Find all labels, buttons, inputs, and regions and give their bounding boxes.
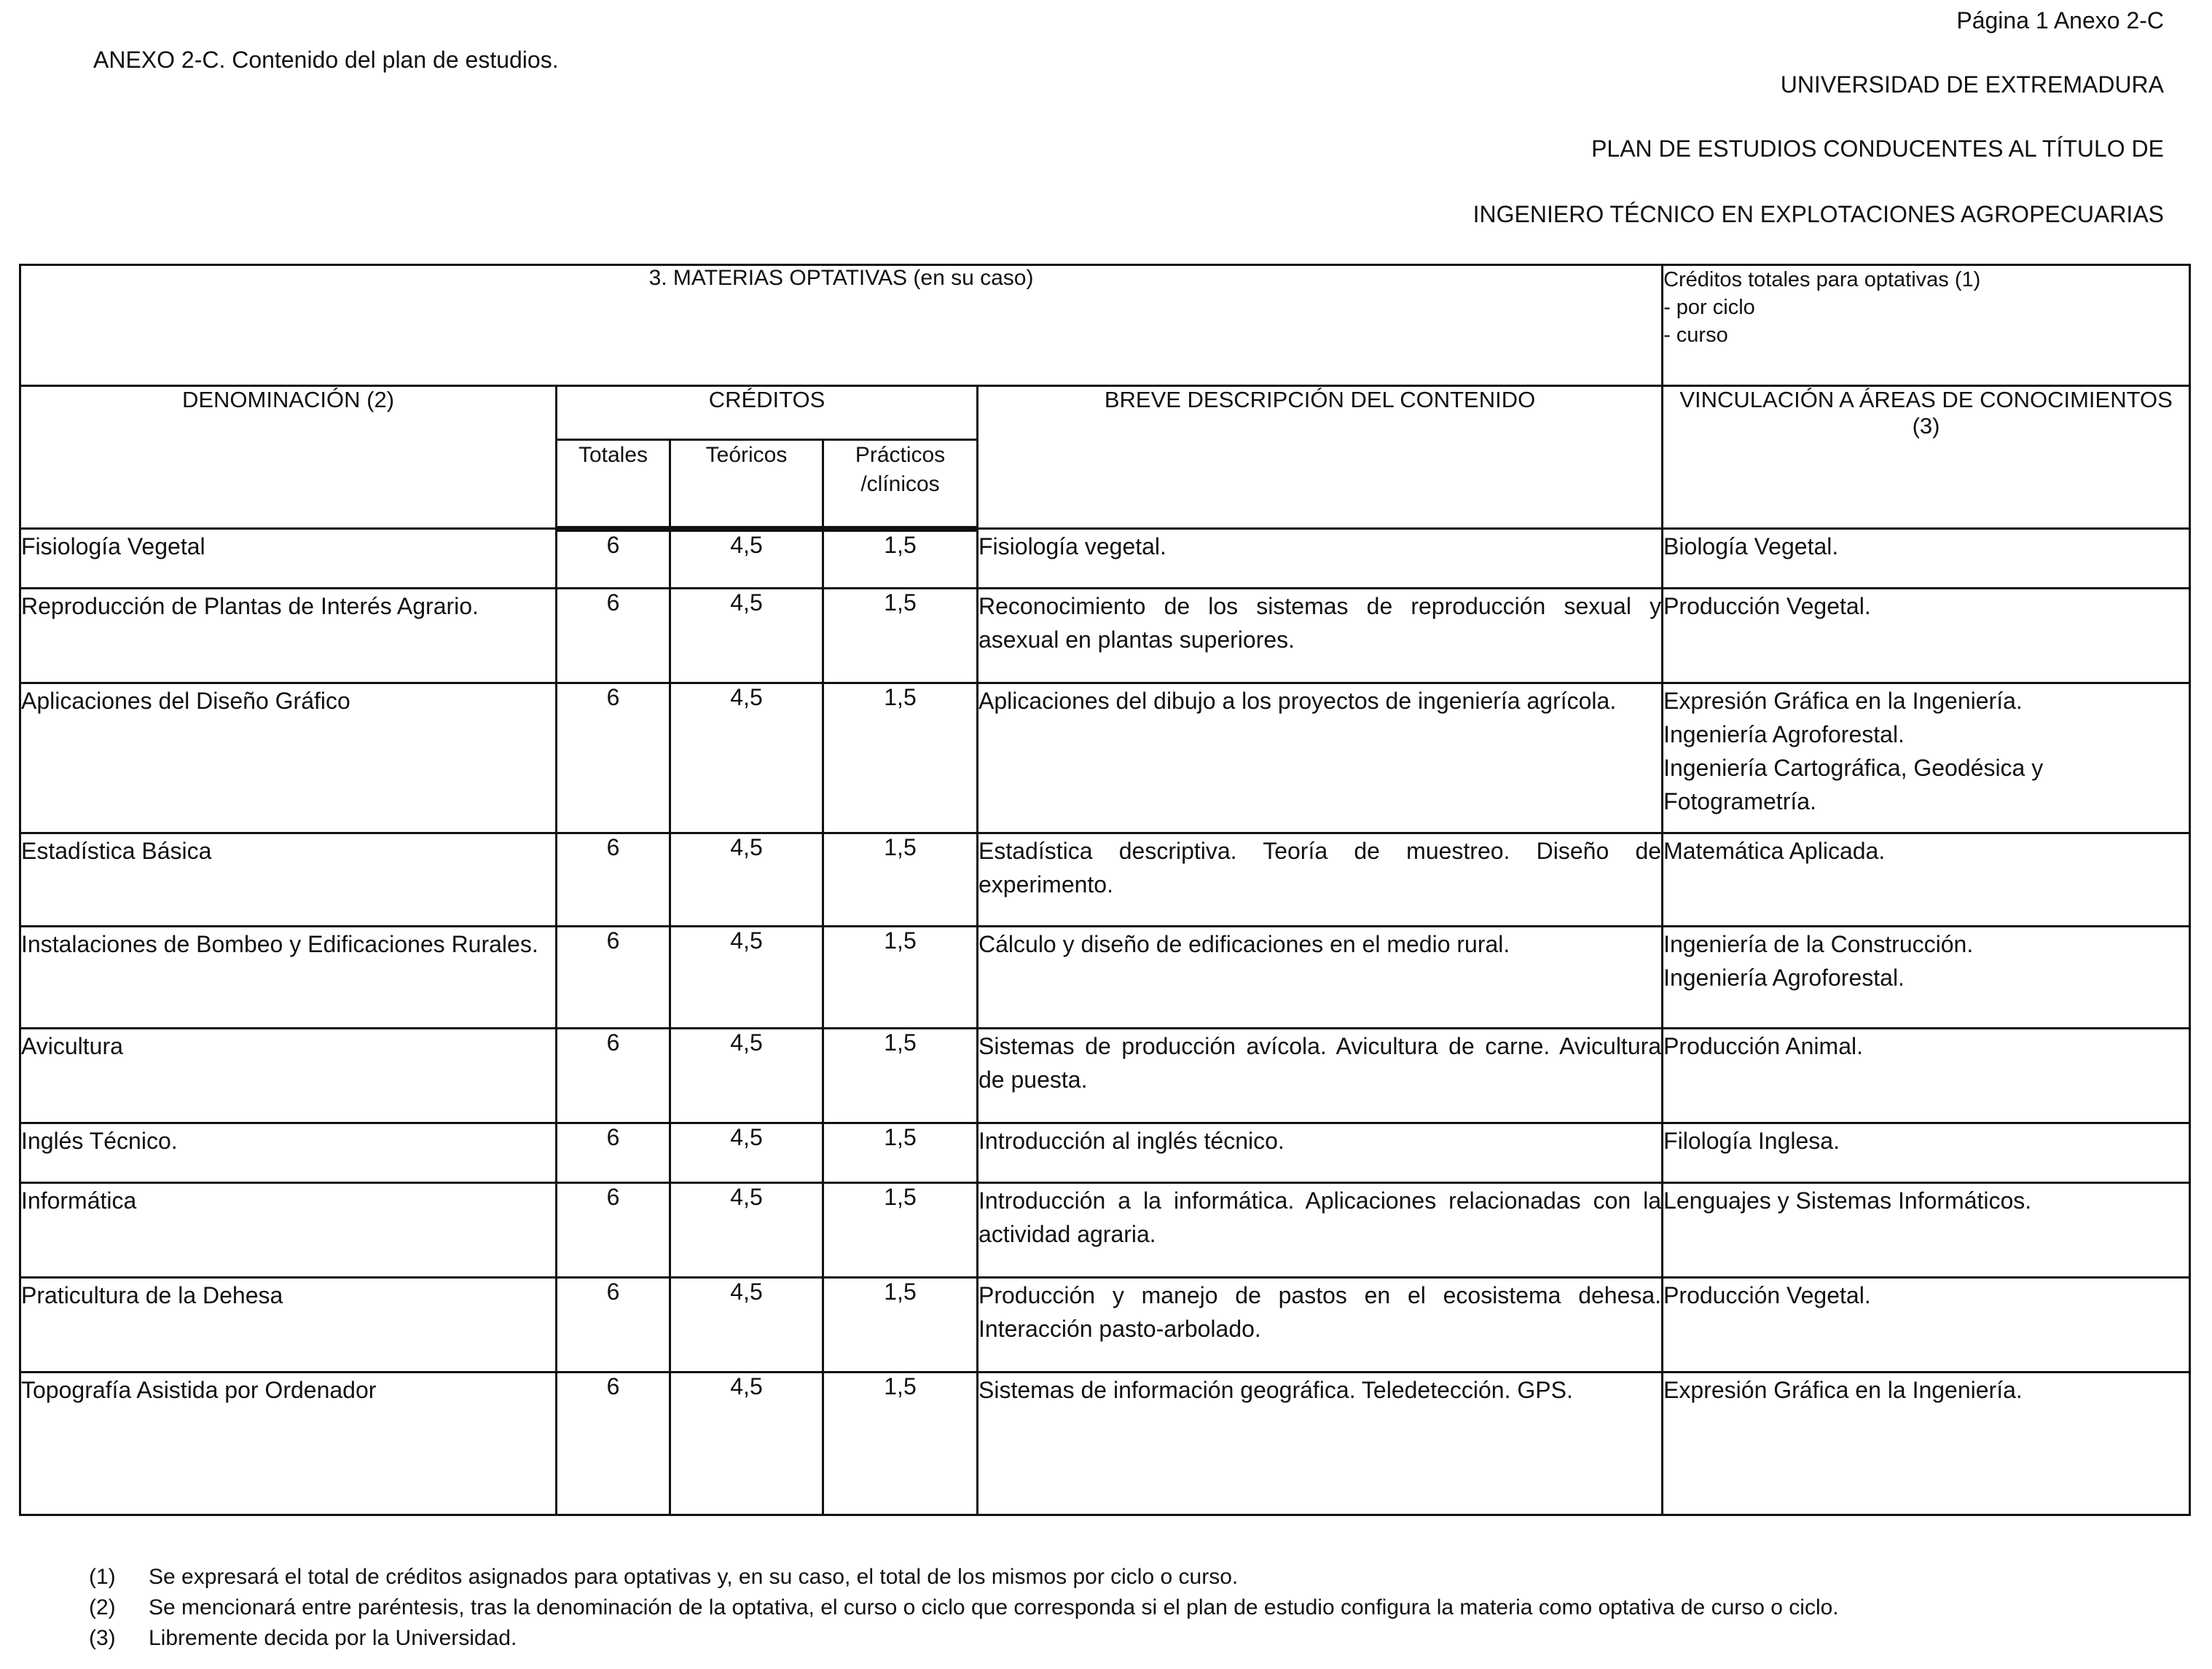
- knowledge-area: Ingeniería Agroforestal.: [1663, 965, 1905, 991]
- knowledge-areas: [1663, 927, 2190, 1029]
- subject-name: Avicultura: [20, 1029, 557, 1123]
- table-row: [20, 927, 2190, 1029]
- knowledge-areas: [1663, 1372, 2190, 1515]
- knowledge-areas: [1663, 1123, 2190, 1183]
- col-header-practicos: [823, 440, 978, 529]
- subject-description: Cálculo y diseño de edificaciones en el medio rural.: [978, 927, 1663, 1029]
- credits-total: 6: [557, 833, 670, 927]
- subject-name: Inglés Técnico.: [20, 1123, 557, 1183]
- knowledge-areas: [1663, 1183, 2190, 1278]
- knowledge-area: Lenguajes y Sistemas Informáticos.: [1663, 1187, 2032, 1214]
- subject-description: Aplicaciones del dibujo a los proyectos de ingeniería agrícola.: [978, 683, 1663, 833]
- credits-total: 6: [557, 683, 670, 833]
- credits-practice: 1,5: [823, 1278, 978, 1372]
- total-credits-line: - por ciclo: [1663, 296, 1755, 319]
- knowledge-areas: [1663, 529, 2190, 589]
- section-header-row: [20, 265, 2190, 386]
- col-header-denominacion: DENOMINACIÓN (2): [20, 386, 557, 529]
- subject-name: Informática: [20, 1183, 557, 1278]
- subject-description: Producción y manejo de pastos en el ecosistema dehesa. Interacción pasto-arbolado.: [978, 1278, 1663, 1372]
- credits-practice: 1,5: [823, 1372, 978, 1515]
- column-header-row: [20, 386, 2190, 440]
- subject-description: Estadística descriptiva. Teoría de muestreo. Diseño de experimento.: [978, 833, 1663, 927]
- subject-description: Sistemas de producción avícola. Avicultura de carne. Avicultura de puesta.: [978, 1029, 1663, 1123]
- col-header-teoricos: Teóricos: [670, 440, 823, 529]
- knowledge-area: Ingeniería Cartográfica, Geodésica y Fotogrametría.: [1663, 755, 2044, 814]
- credits-theory: 4,5: [670, 683, 823, 833]
- footnote-text: Se expresará el total de créditos asignados para optativas y, en su caso, el total de los mismos por ciclo o curso.: [149, 1565, 1239, 1589]
- university-name: UNIVERSIDAD DE EXTREMADURA: [1780, 71, 2164, 98]
- credits-total: 6: [557, 927, 670, 1029]
- credits-theory: 4,5: [670, 927, 823, 1029]
- credits-practice: 1,5: [823, 529, 978, 589]
- subject-name: Topografía Asistida por Ordenador: [20, 1372, 557, 1515]
- footnote: [89, 1593, 1839, 1623]
- subject-name: Aplicaciones del Diseño Gráfico: [20, 683, 557, 833]
- table-row: [20, 589, 2190, 683]
- col-header-totales: Totales: [557, 440, 670, 529]
- footnote-mark: (3): [89, 1626, 116, 1650]
- knowledge-area: Ingeniería Agroforestal.: [1663, 721, 1905, 747]
- credits-practice: 1,5: [823, 1123, 978, 1183]
- subject-name: Reproducción de Plantas de Interés Agrario.: [20, 589, 557, 683]
- subject-name: Praticultura de la Dehesa: [20, 1278, 557, 1372]
- knowledge-area: Producción Vegetal.: [1663, 1282, 1871, 1308]
- knowledge-areas: [1663, 683, 2190, 833]
- credits-practice: 1,5: [823, 683, 978, 833]
- knowledge-area: Biología Vegetal.: [1663, 533, 1839, 559]
- table-row: [20, 1372, 2190, 1515]
- subject-name: Fisiología Vegetal: [20, 529, 557, 589]
- credits-theory: 4,5: [670, 1029, 823, 1123]
- knowledge-areas: [1663, 1278, 2190, 1372]
- credits-theory: 4,5: [670, 1372, 823, 1515]
- optional-subjects-table: [19, 264, 2191, 1516]
- knowledge-area: Ingeniería de la Construcción.: [1663, 931, 1974, 957]
- table-row: [20, 683, 2190, 833]
- credits-total: 6: [557, 1029, 670, 1123]
- knowledge-areas: [1663, 589, 2190, 683]
- credits-total: 6: [557, 529, 670, 589]
- col-header-vinculacion: VINCULACIÓN A ÁREAS DE CONOCIMIENTOS (3): [1663, 386, 2190, 529]
- knowledge-area: Expresión Gráfica en la Ingeniería.: [1663, 1377, 2023, 1403]
- credits-practice: 1,5: [823, 927, 978, 1029]
- knowledge-area: Matemática Aplicada.: [1663, 838, 1886, 864]
- credits-theory: 4,5: [670, 833, 823, 927]
- footnotes: [89, 1562, 1839, 1654]
- credits-total: 6: [557, 1372, 670, 1515]
- knowledge-areas: [1663, 1029, 2190, 1123]
- plan-title-line-2: INGENIERO TÉCNICO EN EXPLOTACIONES AGROPECUARIAS: [1472, 201, 2164, 227]
- credits-practice: 1,5: [823, 589, 978, 683]
- practicos-line: Prácticos: [855, 443, 946, 467]
- table-row: [20, 833, 2190, 927]
- subject-name: Estadística Básica: [20, 833, 557, 927]
- credits-theory: 4,5: [670, 529, 823, 589]
- knowledge-area: Filología Inglesa.: [1663, 1128, 1840, 1154]
- credits-theory: 4,5: [670, 1278, 823, 1372]
- section-title: 3. MATERIAS OPTATIVAS (en su caso): [20, 265, 1663, 386]
- subject-description: Sistemas de información geográfica. Teledetección. GPS.: [978, 1372, 1663, 1515]
- table-row: [20, 1029, 2190, 1123]
- subject-description: Introducción a la informática. Aplicaciones relacionadas con la actividad agraria.: [978, 1183, 1663, 1278]
- credits-practice: 1,5: [823, 1029, 978, 1123]
- practicos-line: /clínicos: [860, 472, 940, 496]
- subject-description: Fisiología vegetal.: [978, 529, 1663, 589]
- annex-title: ANEXO 2-C. Contenido del plan de estudios.: [93, 47, 559, 73]
- subject-description: Reconocimiento de los sistemas de reproducción sexual y asexual en plantas superiores.: [978, 589, 1663, 683]
- plan-title-line-1: PLAN DE ESTUDIOS CONDUCENTES AL TÍTULO DE: [1591, 136, 2164, 162]
- credits-total: 6: [557, 1183, 670, 1278]
- credits-total: 6: [557, 1123, 670, 1183]
- credits-practice: 1,5: [823, 833, 978, 927]
- table-row: [20, 1123, 2190, 1183]
- table-row: [20, 529, 2190, 589]
- knowledge-area: Producción Vegetal.: [1663, 593, 1871, 619]
- knowledge-area: Expresión Gráfica en la Ingeniería.: [1663, 688, 2023, 714]
- knowledge-areas: [1663, 833, 2190, 927]
- credits-theory: 4,5: [670, 1123, 823, 1183]
- total-credits-line: Créditos totales para optativas (1): [1663, 268, 1981, 291]
- credits-practice: 1,5: [823, 1183, 978, 1278]
- footnote-text: Se mencionará entre paréntesis, tras la denominación de la optativa, el curso o ciclo que corresponda si el plan de estudio configura la materia como optativa de curso o ciclo.: [149, 1595, 1839, 1619]
- footnote: [89, 1623, 1839, 1654]
- credits-theory: 4,5: [670, 1183, 823, 1278]
- table-row: [20, 1278, 2190, 1372]
- total-credits-label: [1663, 265, 2190, 386]
- col-header-creditos: CRÉDITOS: [557, 386, 978, 440]
- footnote-mark: (2): [89, 1595, 116, 1619]
- credits-total: 6: [557, 1278, 670, 1372]
- total-credits-line: - curso: [1663, 323, 1728, 347]
- subject-description: Introducción al inglés técnico.: [978, 1123, 1663, 1183]
- knowledge-area: Producción Animal.: [1663, 1033, 1863, 1059]
- subject-name: Instalaciones de Bombeo y Edificaciones Rurales.: [20, 927, 557, 1029]
- footnote: [89, 1562, 1839, 1593]
- page-label: Página 1 Anexo 2-C: [1956, 7, 2164, 34]
- footnote-mark: (1): [89, 1565, 116, 1589]
- col-header-descripcion: BREVE DESCRIPCIÓN DEL CONTENIDO: [978, 386, 1663, 529]
- credits-theory: 4,5: [670, 589, 823, 683]
- table-row: [20, 1183, 2190, 1278]
- footnote-text: Libremente decida por la Universidad.: [149, 1626, 517, 1650]
- credits-total: 6: [557, 589, 670, 683]
